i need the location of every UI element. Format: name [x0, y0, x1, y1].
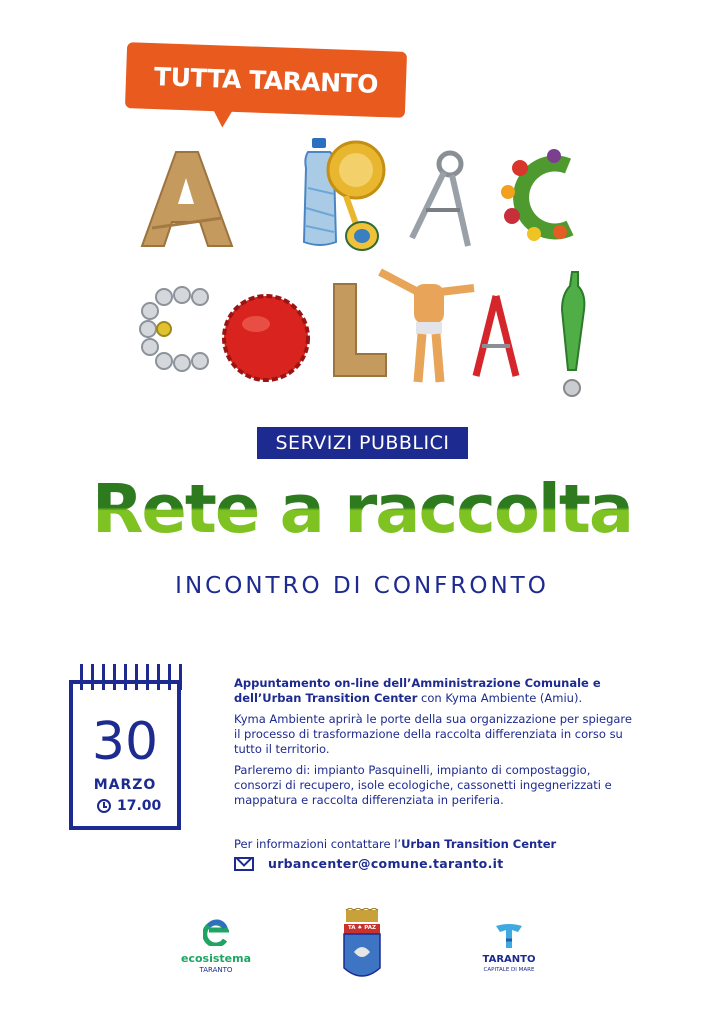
intro-paragraph	[234, 676, 634, 706]
action-figure-icon	[378, 258, 478, 388]
event-time-label: 17.00	[117, 798, 162, 814]
contact-plain: Per informazioni contattare l’	[234, 837, 402, 851]
event-day: 30	[91, 712, 159, 772]
mail-icon	[234, 857, 254, 871]
green-bottle-exclamation-icon	[556, 270, 590, 400]
taranto-name: TARANTO	[482, 954, 536, 965]
taranto-tagline: CAPITALE DI MARE	[483, 967, 535, 973]
calendar-icon	[69, 680, 181, 830]
clock-icon	[97, 799, 111, 813]
event-month: MARZO	[93, 777, 157, 793]
crest-text: TA ♠ PAZ	[347, 925, 377, 931]
ecosistema-city: TARANTO	[199, 966, 233, 974]
section-tag	[257, 427, 468, 459]
ecosistema-e-icon	[203, 918, 229, 946]
red-bottle-cap-icon	[220, 292, 312, 384]
plate-and-spoon-icon	[326, 138, 388, 258]
email-row	[234, 856, 503, 871]
intro-bold: Appuntamento on-line dell’Amministrazione Comunale e dell’Urban Transition Center	[234, 676, 601, 705]
email-link[interactable]: urbancenter@comune.taranto.it	[268, 856, 504, 871]
headline: Rete a raccolta	[0, 470, 724, 548]
event-time	[97, 798, 161, 814]
city-crest-icon	[340, 908, 384, 984]
contact-bold: Urban Transition Center	[401, 837, 557, 851]
contact-paragraph	[234, 837, 634, 852]
description-paragraph: Kyma Ambiente aprirà le porte della sua organizzazione per spiegare il processo di trasformazione della raccolta differenziata in corso su tutto il territorio.	[234, 712, 632, 756]
subtitle: INCONTRO DI CONFRONTO	[175, 573, 549, 599]
bottle-caps-letter-c-icon	[138, 285, 212, 375]
cardboard-letter-a-icon	[138, 148, 236, 248]
compass-tool-icon	[400, 148, 480, 248]
spring-clamp-icon	[466, 292, 526, 382]
intro-rest: con Kyma Ambiente (Amiu).	[417, 691, 583, 705]
section-tag-label: SERVIZI PUBBLICI	[275, 432, 450, 454]
badge-label: TUTTA TARANTO	[153, 61, 379, 99]
topics-paragraph: Parleremo di: impianto Pasquinelli, impianto di compostaggio, consorzi di recupero, isole ecologiche, cassonetti ingegnerizzati e mappatura e raccolta differenziata in periferia.	[234, 763, 612, 807]
ecosistema-name: ecosistema	[180, 952, 251, 965]
taranto-t-icon	[494, 922, 524, 950]
vegetables-letter-c-icon	[498, 148, 578, 244]
tutta-taranto-badge	[125, 42, 407, 118]
